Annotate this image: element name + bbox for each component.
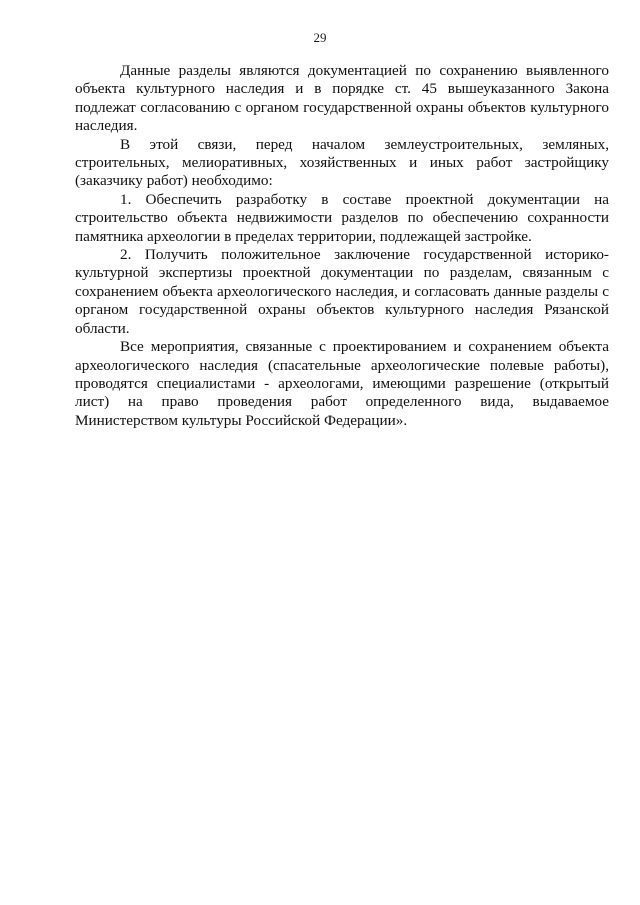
document-body [75, 62, 609, 430]
list-item-expert-conclusion: 2. Получить положительное заключение государственной историко-культурной экспертизы проектной документации по разделам, связанным с сохранением объекта археологического наследия, и согласовать данные разделы с органом государственной охраны объектов культурного наследия Рязанской области. [75, 246, 609, 337]
page-number: 29 [313, 30, 327, 45]
paragraph-developer-obligations: В этой связи, перед началом землеустроительных, земляных, строительных, мелиоративных, хозяйственных и иных работ застройщику (заказчику работ) необходимо: [75, 135, 609, 190]
list-item-design-documentation: 1. Обеспечить разработку в составе проектной документации на строительство объекта недвижимости разделов по обеспечению сохранности памятника археологии в пределах территории, подлежащей застройке. [75, 190, 609, 245]
paragraph-sections-approval: Данные разделы являются документацией по сохранению выявленного объекта культурного наследия и в порядке ст. 45 вышеуказанного Закона подлежат согласованию с органом государственной охраны объектов культурного наследия. [75, 62, 609, 135]
paragraph-archaeologists-permit: Все мероприятия, связанные с проектированием и сохранением объекта археологического наследия (спасательные археологические полевые работы), проводятся специалистами - археологами, имеющими разрешение (открытый лист) на право проведения работ определенного вида, выдаваемое Министерством культуры Российской Федерации». [75, 338, 609, 429]
